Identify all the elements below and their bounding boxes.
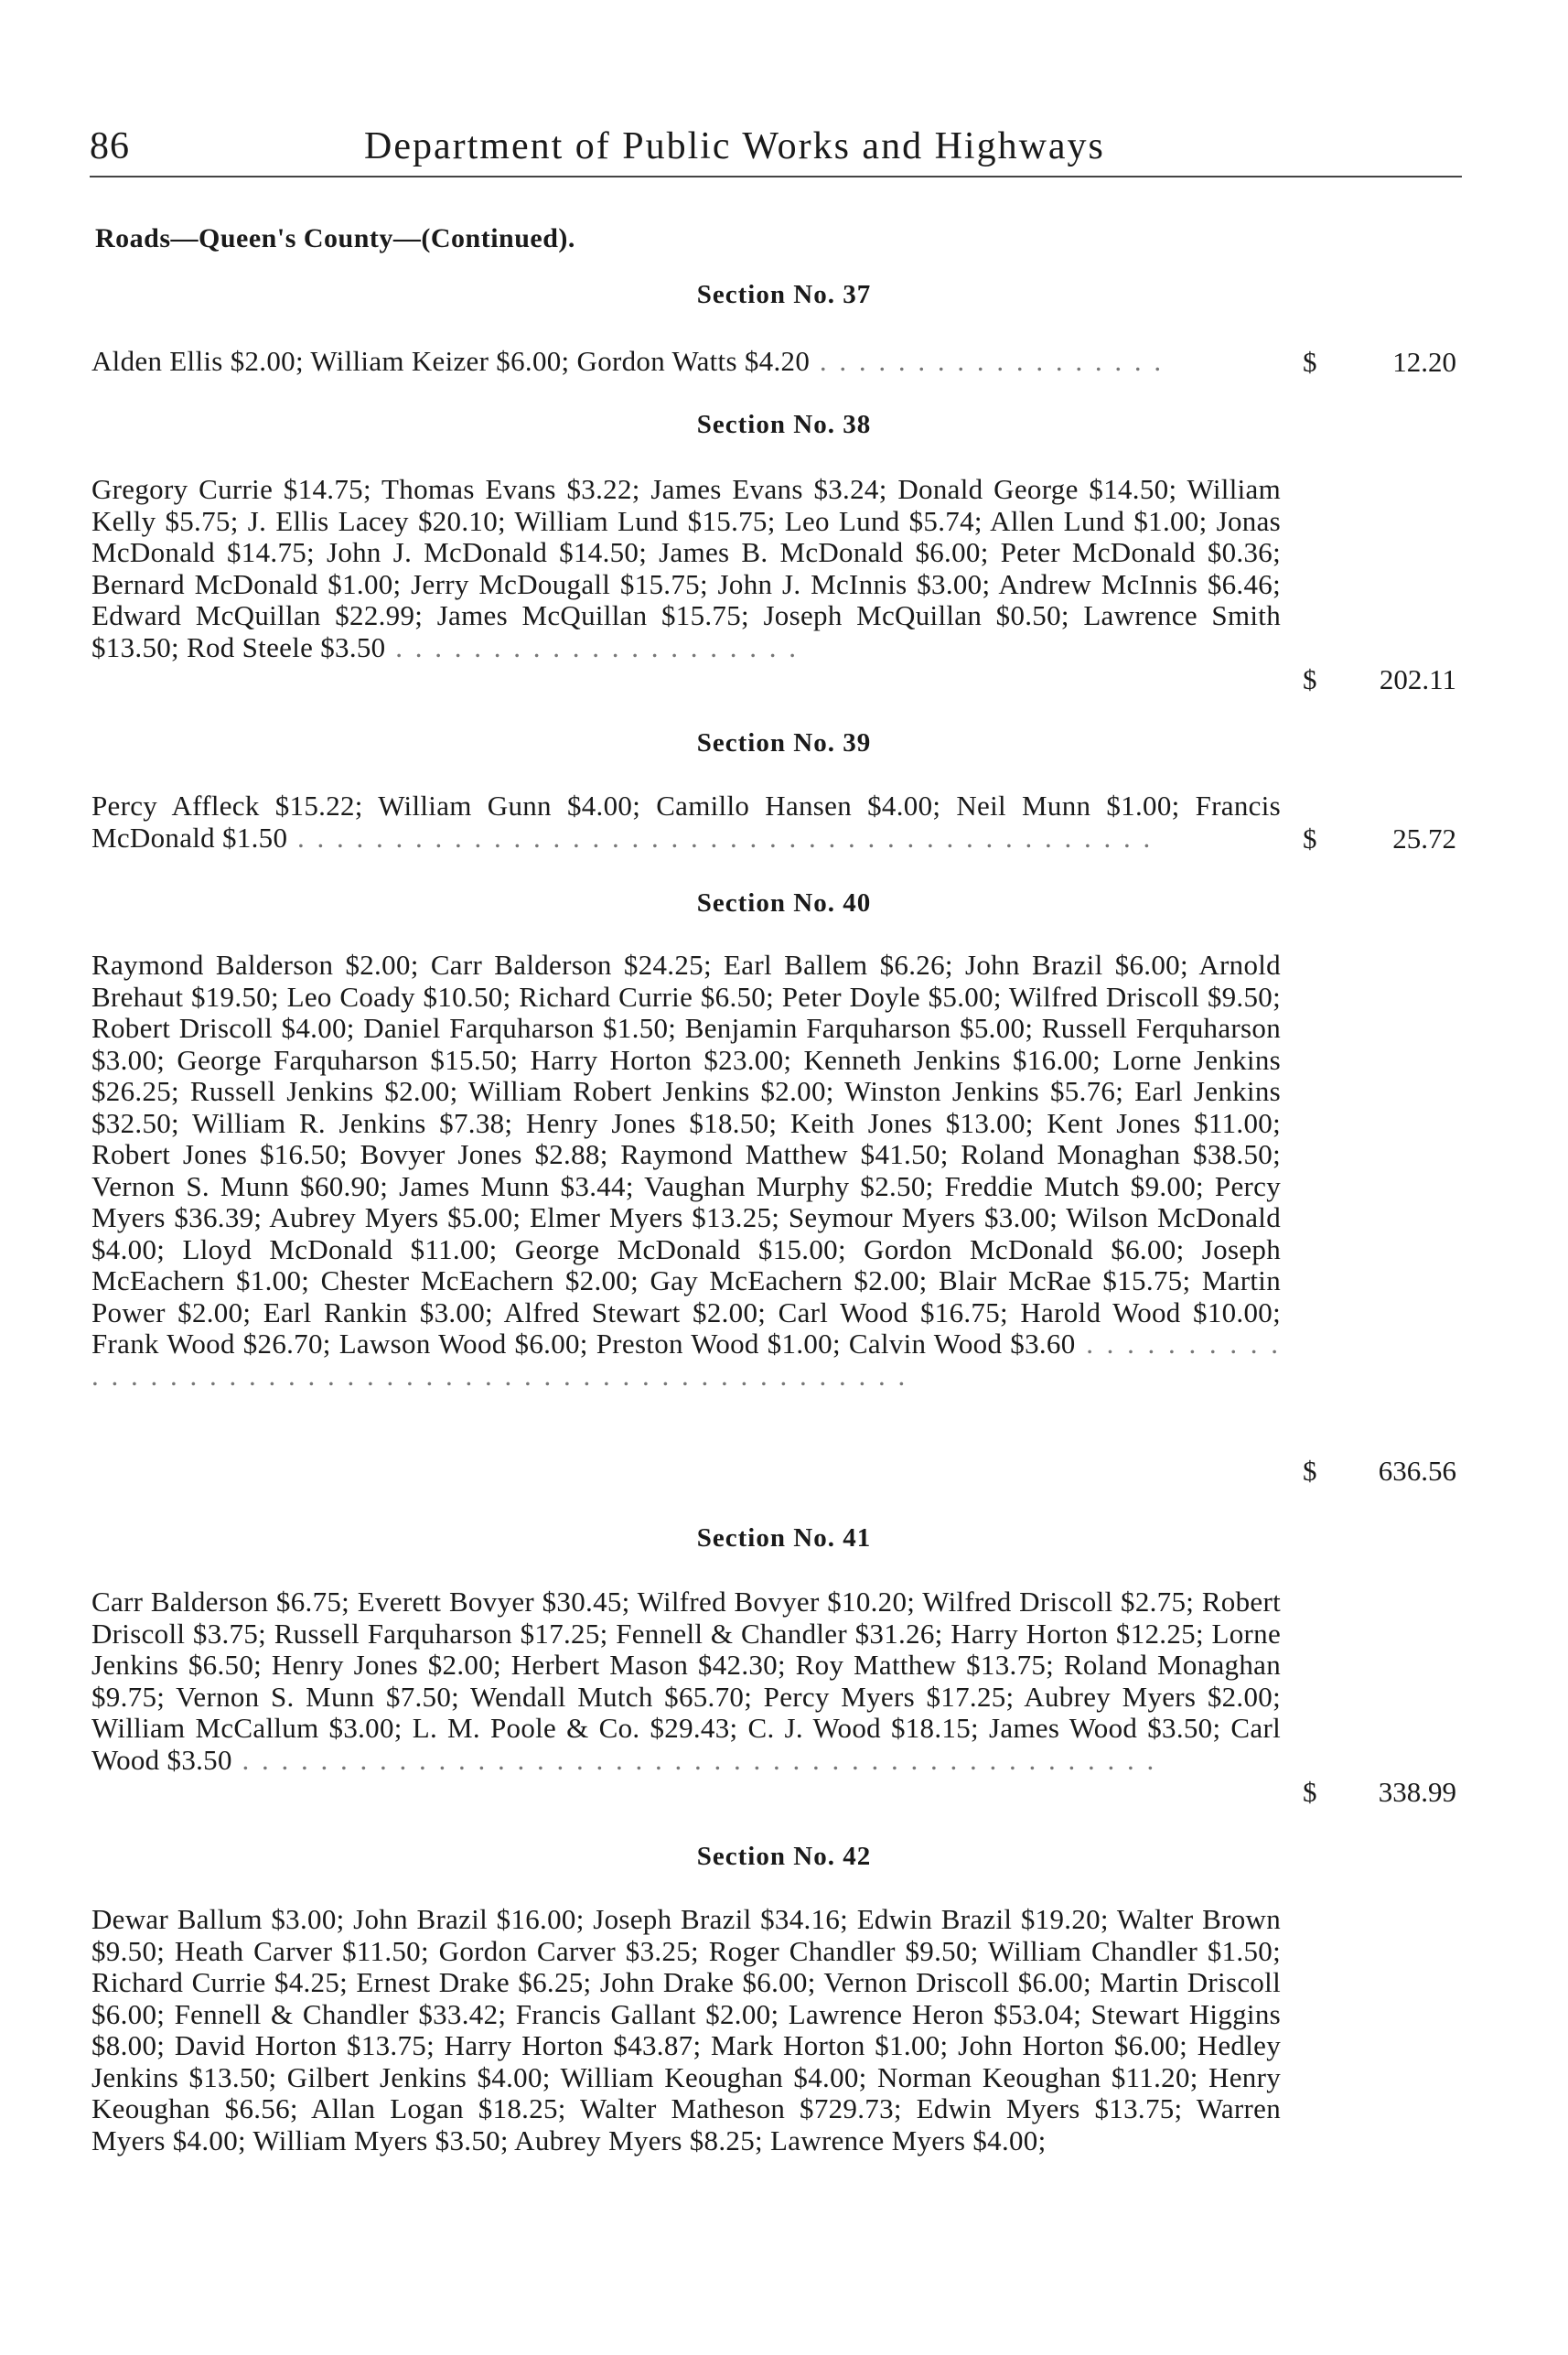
continued-heading: Roads—Queen's County—(Continued).: [95, 223, 575, 253]
section-entry: [91, 1586, 1281, 1776]
currency-sign: $: [1303, 663, 1317, 695]
dot-leader: . . . . . . . . . . . . . . . . . . . . . . . . . . . . . . . . . . . . . . . . . . . . . . . . . . . .: [91, 1328, 1281, 1392]
section-entry: [91, 950, 1281, 1392]
section-entry-text: Dewar Ballum $3.00; John Brazil $16.00; Joseph Brazil $34.16; Edwin Brazil $19.20; Walter Brown $9.50; Heath Carver $11.50; Gordon Carver $3.25; Roger Chandler $9.50; William Chandler $1.50; Richard Currie $4.25; Ernest Drake $6.25; John Drake $6.00; Vernon Driscoll $6.00; Martin Driscoll $6.00; Fennell & Chandler $33.42; Francis Gallant $2.00; Lawrence Heron $53.04; Stewart Higgins $8.00; David Horton $13.75; Harry Horton $43.87; Mark Horton $1.00; John Horton $6.00; Hedley Jenkins $13.50; Gilbert Jenkins $4.00; William Keoughan $4.00; Norman Keoughan $11.20; Henry Keoughan $6.56; Allan Logan $18.25; Walter Matheson $729.73; Edwin Myers $13.75; Warren Myers $4.00; William Myers $3.50; Aubrey Myers $8.25; Lawrence Myers $4.00;: [91, 1903, 1281, 2156]
section-total: 25.72: [1392, 823, 1456, 855]
currency-sign: $: [1303, 1455, 1317, 1487]
section-heading: Section No. 40: [696, 888, 872, 918]
currency-sign: $: [1303, 346, 1317, 378]
dot-leader: . . . . . . . . . . . . . . . . . .: [810, 345, 1165, 377]
section-total: 12.20: [1392, 346, 1456, 378]
section-entry: [91, 474, 1281, 663]
dot-leader: . . . . . . . . . . . . . . . . . . . . . . . . . . . . . . . . . . . . . . . . . . . . . . .: [231, 1743, 1157, 1776]
section-entry-text: Percy Affleck $15.22; William Gunn $4.00; Camillo Hansen $4.00; Neil Munn $1.00; Francis McDonald $1.50: [91, 790, 1281, 854]
dot-leader: . . . . . . . . . . . . . . . . . . . . . . . . . . . . . . . . . . . . . . . . . . . .: [287, 821, 1154, 854]
section-heading: Section No. 42: [696, 1842, 872, 1871]
section-entry-text: Gregory Currie $14.75; Thomas Evans $3.22; James Evans $3.24; Donald George $14.50; William Kelly $5.75; J. Ellis Lacey $20.10; William Lund $15.75; Leo Lund $5.74; Allen Lund $1.00; Jonas McDonald $14.75; John J. McDonald $14.50; James B. McDonald $6.00; Peter McDonald $0.36; Bernard McDonald $1.00; Jerry McDougall $15.75; John J. McInnis $3.00; Andrew McInnis $6.46; Edward McQuillan $22.99; James McQuillan $15.75; Joseph McQuillan $0.50; Lawrence Smith $13.50; Rod Steele $3.50: [91, 473, 1281, 663]
header-rule: [90, 176, 1462, 177]
page-number: 86: [90, 125, 130, 167]
running-title: Department of Public Works and Highways: [364, 125, 1105, 167]
section-heading: Section No. 41: [696, 1523, 872, 1553]
section-entry-text: Carr Balderson $6.75; Everett Bovyer $30.45; Wilfred Bovyer $10.20; Wilfred Driscoll $2.75; Robert Driscoll $3.75; Russell Farquharson $17.25; Fennell & Chandler $31.26; Harry Horton $12.25; Lorne Jenkins $6.50; Henry Jones $2.00; Herbert Mason $42.30; Roy Matthew $13.75; Roland Monaghan $9.75; Vernon S. Munn $7.50; Wendall Mutch $65.70; Percy Myers $17.25; Aubrey Myers $2.00; William McCallum $3.00; L. M. Poole & Co. $29.43; C. J. Wood $18.15; James Wood $3.50; Carl Wood $3.50: [91, 1586, 1281, 1776]
section-total: 338.99: [1378, 1776, 1456, 1808]
currency-sign: $: [1303, 1776, 1317, 1808]
section-total: 202.11: [1379, 663, 1456, 695]
section-entry-text: Alden Ellis $2.00; William Keizer $6.00; Gordon Watts $4.20: [91, 345, 811, 377]
section-total: 636.56: [1378, 1455, 1456, 1487]
section-entry: [91, 1904, 1281, 2156]
currency-sign: $: [1303, 823, 1317, 855]
section-heading: Section No. 37: [696, 280, 872, 309]
section-entry: [91, 346, 1281, 378]
section-heading: Section No. 38: [696, 410, 872, 439]
section-heading: Section No. 39: [696, 728, 872, 758]
page-header: [90, 108, 1462, 172]
dot-leader: . . . . . . . . . . . . . . . . . . . . .: [385, 630, 799, 663]
section-entry-text: Raymond Balderson $2.00; Carr Balderson $24.25; Earl Ballem $6.26; John Brazil $6.00; Arnold Brehaut $19.50; Leo Coady $10.50; Richard Currie $6.50; Peter Doyle $5.00; Wilfred Driscoll $9.50; Robert Driscoll $4.00; Daniel Farquharson $1.50; Benjamin Farquharson $5.00; Russell Ferquharson $3.00; George Farquharson $15.50; Harry Horton $23.00; Kenneth Jenkins $16.00; Lorne Jenkins $26.25; Russell Jenkins $2.00; William Robert Jenkins $2.00; Winston Jenkins $5.76; Earl Jenkins $32.50; William R. Jenkins $7.38; Henry Jones $18.50; Keith Jones $13.00; Kent Jones $11.00; Robert Jones $16.50; Bovyer Jones $2.88; Raymond Matthew $41.50; Roland Monaghan $38.50; Vernon S. Munn $60.90; James Munn $3.44; Vaughan Murphy $2.50; Freddie Mutch $9.00; Percy Myers $36.39; Aubrey Myers $5.00; Elmer Myers $13.25; Seymour Myers $3.00; Wilson McDonald $4.00; Lloyd McDonald $11.00; George McDonald $15.00; Gordon McDonald $6.00; Joseph McEachern $1.00; Chester McEachern $2.00; Gay McEachern $2.00; Blair McRae $15.75; Martin Power $2.00; Earl Rankin $3.00; Alfred Stewart $2.00; Carl Wood $16.75; Harold Wood $10.00; Frank Wood $26.70; Lawson Wood $6.00; Preston Wood $1.00; Calvin Wood $3.60: [91, 949, 1281, 1360]
section-entry: [91, 790, 1281, 854]
